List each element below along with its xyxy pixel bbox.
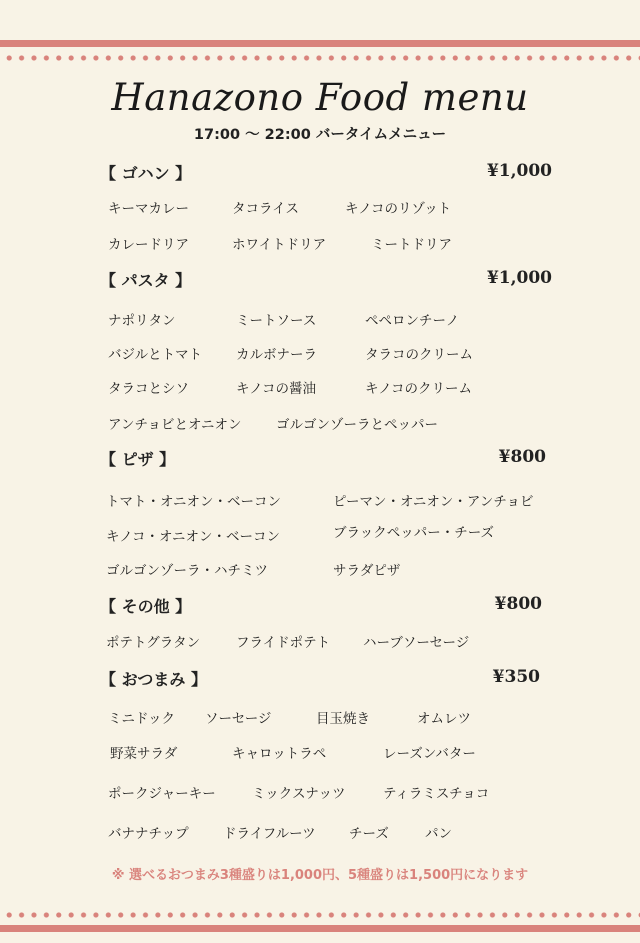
menu-item: バナナチップ (108, 826, 189, 842)
menu-item: ミックスナッツ (252, 786, 346, 802)
menu-item: ピーマン・オニオン・アンチョビ (333, 494, 534, 510)
footnote: ※ 選べるおつまみ3種盛りは1,000円、5種盛りは1,500円になります (111, 868, 529, 883)
menu-subtitle: 17:00 〜 22:00 バータイムメニュー (193, 127, 447, 143)
menu-item: キノコの醤油 (236, 381, 317, 397)
menu-item: 野菜サラダ (110, 746, 178, 762)
menu-item: 目玉焼き (316, 711, 370, 727)
menu-item: ナポリタン (108, 313, 176, 329)
menu-item: キノコのリゾット (345, 201, 452, 217)
menu-item: キーマカレー (108, 201, 189, 217)
menu-item: オムレツ (417, 711, 471, 727)
section-price: ¥350 (492, 667, 540, 687)
menu-item: ドライフルーツ (223, 826, 316, 842)
section-pizza-header (100, 447, 552, 471)
menu-item: タラコのクリーム (365, 347, 473, 363)
menu-item: ティラミスチョコ (383, 786, 490, 802)
section-title: 【 パスタ 】 (100, 271, 192, 290)
bottom-border-band (0, 925, 640, 932)
section-pasta-header (100, 268, 552, 292)
section-price: ¥1,000 (486, 161, 552, 181)
section-title: 【 ピザ 】 (100, 450, 176, 469)
menu-item: ゴルゴンゾーラとペッパー (276, 417, 438, 433)
menu-item: アンチョビとオニオン (108, 417, 242, 433)
section-price: ¥800 (494, 594, 542, 614)
menu-item: ゴルゴンゾーラ・ハチミツ (106, 563, 268, 579)
menu-item: ミートソース (236, 313, 317, 329)
section-gohan-header (100, 161, 552, 185)
menu-item: ポークジャーキー (108, 786, 216, 802)
menu-item: レーズンバター (383, 746, 476, 762)
section-otsumami-header (100, 667, 552, 691)
menu-item: キノコのクリーム (365, 381, 473, 397)
menu-item: タラコとシソ (108, 381, 189, 397)
menu-item: バジルとトマト (108, 347, 203, 363)
menu-item: サラダピザ (333, 563, 401, 579)
menu-item: ペペロンチーノ (365, 313, 460, 329)
top-border-dots (0, 55, 640, 61)
menu-title: Hanazono Food menu (111, 76, 529, 119)
menu-item: キノコ・オニオン・ベーコン (106, 529, 281, 545)
bottom-border-dots (0, 912, 640, 918)
menu-item: トマト・オニオン・ベーコン (106, 494, 281, 510)
menu-item: タコライス (232, 201, 299, 217)
section-others-header (100, 594, 552, 618)
section-title: 【 ゴハン 】 (100, 164, 192, 183)
menu-item: チーズ (349, 826, 389, 842)
menu-item: ポテトグラタン (106, 635, 201, 651)
section-title: 【 その他 】 (100, 597, 192, 616)
menu-item: ハーブソーセージ (363, 635, 470, 651)
menu-item: パン (425, 826, 452, 842)
section-price: ¥1,000 (486, 268, 552, 288)
menu-item: ブラックペッパー・チーズ (333, 525, 495, 541)
menu-item: ミニドック (108, 711, 175, 727)
menu-item: キャロットラペ (232, 746, 327, 762)
menu-item: カルボナーラ (236, 347, 317, 363)
menu-item: カレードリア (108, 237, 189, 253)
menu-item: ホワイトドリア (232, 237, 327, 253)
menu-item: ソーセージ (205, 711, 272, 727)
section-title: 【 おつまみ 】 (100, 670, 207, 689)
menu-item: フライドポテト (236, 635, 331, 651)
top-border-band (0, 40, 640, 47)
menu-item: ミートドリア (371, 237, 452, 253)
section-price: ¥800 (498, 447, 546, 467)
